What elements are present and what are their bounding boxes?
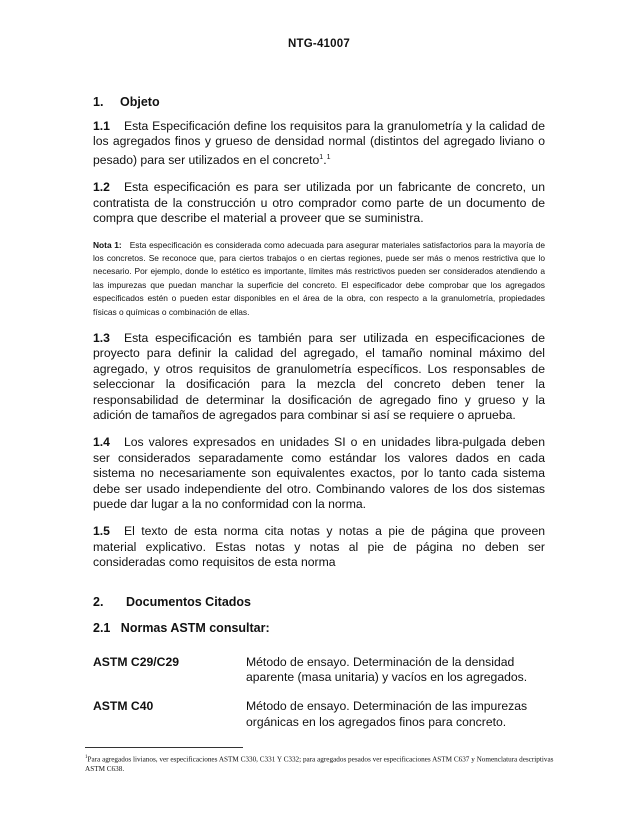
reference-description: Método de ensayo. Determinación de las impurezas orgánicas en los agregados finos para concreto. [246, 699, 528, 729]
paragraph-text: El texto de esta norma cita notas y notas a pie de página que proveen material explicativo. Estas notas y notas al pie de página no deben ser consideradas como requisitos de esta norma [93, 524, 545, 570]
footnote [85, 753, 555, 774]
paragraph-number: 1.1 [93, 119, 110, 133]
paragraph-number: 1.5 [93, 524, 110, 539]
paragraph-tail: . [323, 152, 327, 167]
reference-row [93, 655, 545, 686]
paragraph-1-2 [93, 180, 545, 226]
paragraph-1-3 [93, 331, 545, 423]
note-label: Nota 1: [93, 239, 122, 250]
section-2-number: 2. [93, 594, 104, 609]
paragraph-1-4 [93, 435, 545, 512]
paragraph-text: Los valores expresados en unidades SI o en unidades libra-pulgada deben ser considerados separadamente como estándar los valores dados en cada sistema no necesariamente son equivalentes exactos, por lo tanto cada sistema debe ser usado independiente del otro. Combinando valores de los dos sistemas puede dar lugar a la no conformidad con la norma. [93, 435, 545, 511]
reference-description: Método de ensayo. Determinación de la densidad aparente (masa unitaria) y vacíos en los agregados. [246, 654, 528, 685]
footnote-mark: 1 [85, 755, 88, 760]
reference-code: ASTM C29/C29 [93, 654, 180, 669]
reference-code: ASTM C40 [93, 699, 154, 714]
paragraph-number: 1.2 [93, 180, 110, 195]
footnote-reference: 1 [319, 153, 324, 161]
section-1-heading [93, 95, 545, 109]
paragraph-text: Esta Especificación define los requisitos para la granulometría y la calidad de los agregados finos y grueso de densidad normal (distintos del agregado liviano o pesado) para ser utilizados en el concreto [93, 119, 545, 167]
subsection-2-1-heading: 2.1 Normas ASTM consultar: [93, 620, 270, 635]
paragraph-text: Esta especificación es también para ser utilizada en especificaciones de proyecto para definir la calidad del agregado, el tamaño nominal máximo del agregado, y otros requisitos de granulometría específicos. Los responsables de seleccionar la dosificación para la mezcla del concreto deben tener la responsabilidad de determinar la dosificación de agregado fino y grueso y la adición de tamaños de agregados para combinar si así se requiere o aprueba. [93, 330, 545, 422]
document-code-header: NTG-41007 [288, 38, 350, 50]
document-body [93, 95, 545, 744]
paragraph-1-1 [93, 119, 545, 168]
footnote-separator [85, 747, 243, 748]
paragraph-number: 1.4 [93, 435, 110, 450]
footnote-text: Para agregados livianos, ver especificaciones ASTM C330, C331 Y C332; para agregados pesados ver especificaciones ASTM C637 y Nomenclatura descriptivas ASTM C638. [85, 755, 554, 774]
paragraph-text: Esta especificación es para ser utilizada por un fabricante de concreto, un contratista de la construcción u otro comprador como parte de un documento de compra que describe el material a proveer que se suministra. [93, 180, 545, 226]
paragraph-number: 1.3 [93, 330, 110, 345]
section-2-title: Documentos Citados [126, 594, 252, 609]
footnote-reference-2: 1 [326, 153, 331, 161]
section-1-number: 1. [93, 95, 104, 109]
reference-row [93, 699, 545, 730]
note-1 [93, 239, 545, 319]
section-1-title: Objeto [120, 95, 160, 109]
section-2-heading [93, 595, 545, 609]
note-text: Esta especificación es considerada como adecuada para asegurar materiales satisfactorios para la mayoría de los concretos. Se reconoce que, para ciertos trabajos o en ciertas regiones, puede ser más o menos restrictiva que lo necesario. Por ejemplo, donde lo estético es importante, límites más restrictivos pueden ser considerados atendiendo a las impurezas que puedan manchar la superficie del concreto. El especificador debe comprobar que los agregados especificados estén o pueden estar disponibles en el área de la obra, con respecto a la granulometría, propiedades físicas o químicas o combinación de ellas. [93, 239, 546, 317]
paragraph-1-5 [93, 524, 545, 570]
